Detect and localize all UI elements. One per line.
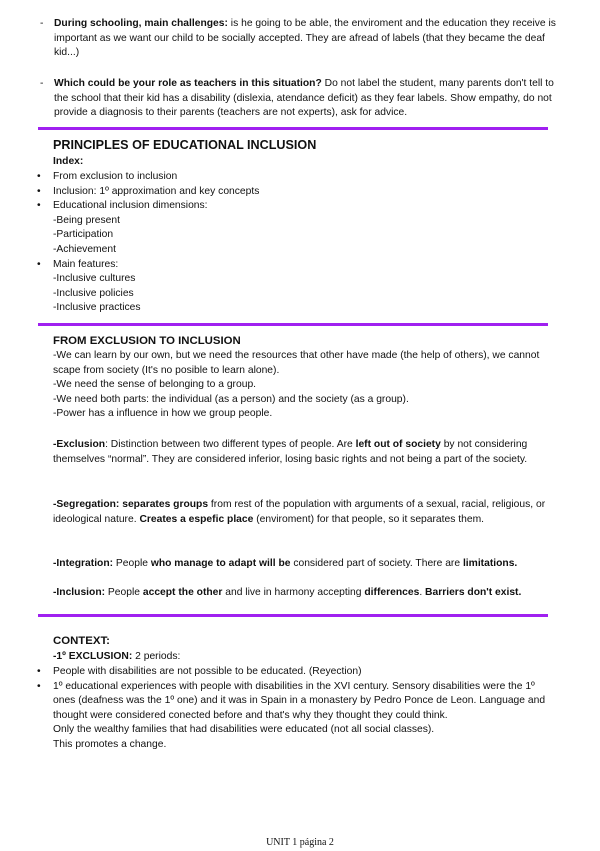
section-divider xyxy=(38,614,548,617)
list-item: -Inclusive practices xyxy=(53,302,141,314)
exclusion-definition: -Exclusion: Distinction between two different types of people. Are left out of society by not considering themselves “normal”. They are considered inferior, losing basic rights and not being a part of the society. xyxy=(53,439,528,465)
context-title: CONTEXT: xyxy=(53,635,110,647)
first-exclusion-label: -1º EXCLUSION: 2 periods: xyxy=(53,651,181,662)
intro-line: -We can learn by our own, but we need the resources that other have made (the help of others), we cannot scape from society (It's no posible to learn alone). xyxy=(53,350,540,376)
list-item: • From exclusion to inclusion xyxy=(53,170,553,185)
list-item: -Participation xyxy=(53,229,114,241)
list-item: • People with disabilities are not possible to be educated. (Reyection) xyxy=(53,665,553,680)
section-divider xyxy=(38,127,548,130)
list-item: • Main features: xyxy=(53,258,553,273)
intro-line: -Power has a influence in how we group people. xyxy=(53,408,273,420)
list-item: Only the wealthy families that had disabilities were educated (not all social classes). xyxy=(53,724,435,736)
list-item: -Being present xyxy=(53,214,120,226)
page-footer: UNIT 1 página 2 xyxy=(266,837,334,848)
exclusion-intro xyxy=(53,349,548,422)
intro-line: -We need the sense of belonging to a group. xyxy=(53,379,257,391)
teacher-role-item: - Which could be your role as teachers in this situation? Do not label the student, many parents don't tell to the school that their kid has a disability (dislexia, atendance deficit) as they fear labels. Show empathy, do not provide a diagnosis to their parents (teachers are not experts), ask for advice. xyxy=(40,78,554,119)
segregation-definition: -Segregation: separates groups from rest of the population with arguments of a sexual, racial, religious, or ideological nature. Creates a espefic place (enviroment) for that people, so it separates them. xyxy=(53,499,546,525)
list-item: -Inclusive policies xyxy=(53,287,134,299)
list-item: • Inclusion: 1º approximation and key concepts xyxy=(53,185,553,200)
list-item: -Achievement xyxy=(53,243,116,255)
inclusion-definition: -Inclusion: People accept the other and live in harmony accepting differences. Barriers don't exist. xyxy=(53,587,522,598)
list-item: This promotes a change. xyxy=(53,738,167,750)
list-item: -Inclusive cultures xyxy=(53,273,136,285)
principles-index-list xyxy=(53,170,553,316)
challenges-item: - During schooling, main challenges: is he going to be able, the enviroment and the education they receive is important as we want our child to be socially accepted. They are afread of labels (that they became the deaf kid...) xyxy=(40,18,556,59)
list-item: • 1º educational experiences with people with disabilities in the XVI century. Sensory disabilities were the 1º ones (deafness was the 1º one) and it was in Spain in a monastery by Pedro Ponce de Leon. Language and thought were considered conected before and that's why they thought they could think. xyxy=(53,680,553,724)
list-item: • Educational inclusion dimensions: xyxy=(53,199,553,214)
intro-line: -We need both parts: the individual (as a person) and the society (as a group). xyxy=(53,393,409,405)
index-label: Index: xyxy=(53,156,84,167)
principles-title: PRINCIPLES OF EDUCATIONAL INCLUSION xyxy=(53,138,317,152)
integration-definition: -Integration: People who manage to adapt will be considered part of society. There are limitations. xyxy=(53,558,518,569)
section-divider xyxy=(38,323,548,326)
context-list xyxy=(53,665,553,753)
exclusion-inclusion-title: FROM EXCLUSION TO INCLUSION xyxy=(53,335,241,347)
